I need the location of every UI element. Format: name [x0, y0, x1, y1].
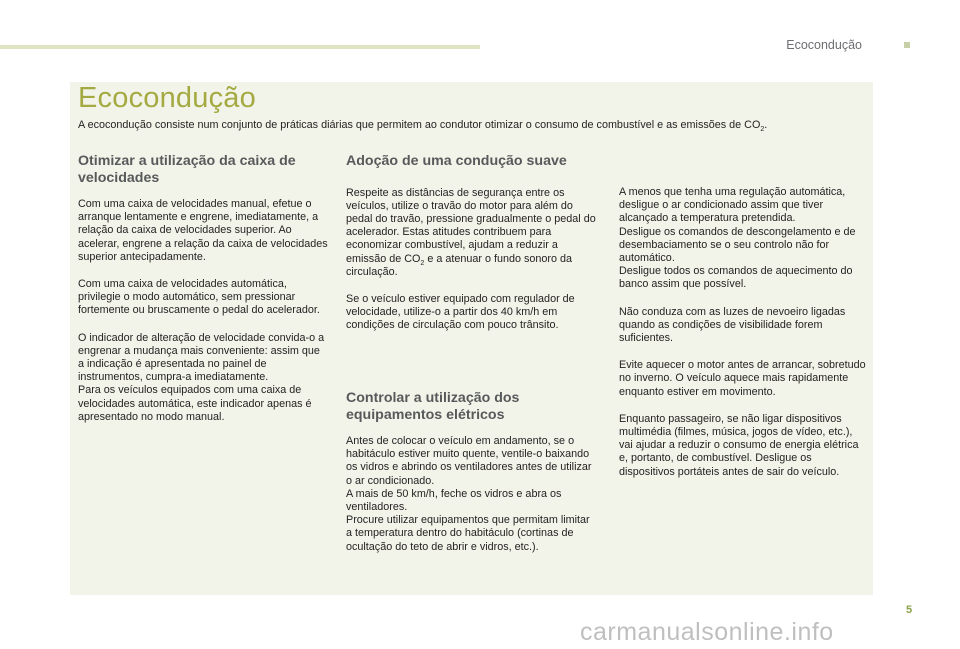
smooth-driving-paragraph-2: Se o veículo estiver equipado com regulador de velocidade, utilize-o a partir dos 40 km/h em condições de circulação com pouco trânsito. [346, 292, 575, 332]
gearbox-paragraph-4: Para os veículos equipados com uma caixa de velocidades automática, este indicador apenas é apresentado no modo manual. [78, 384, 312, 423]
intro-subscript: 2 [760, 126, 765, 134]
right-column [619, 186, 867, 479]
intro-suffix: . [764, 119, 768, 131]
electrical-paragraph-2: A mais de 50 km/h, feche os vidros e abra os ventiladores. [346, 487, 562, 514]
page-title: Ecocondução [78, 82, 256, 114]
gearbox-paragraph-2: Com uma caixa de velocidades automática, privilegie o modo automático, sem pressionar fortemente ou bruscamente o pedal do acelerador. [78, 278, 320, 317]
right-paragraph-5: Evite aquecer o motor antes de arrancar, sobretudo no inverno. O veículo aquece mais rapidamente enquanto estiver em movimento. [619, 359, 866, 398]
electrical-paragraph-3: Procure utilizar equipamentos que permitam limitar a temperatura dentro do habitáculo (cortinas de ocultação do teto de abrir e vidros, etc.). [346, 514, 590, 553]
watermark: carmanualsonline.info [580, 618, 834, 646]
intro-paragraph [78, 118, 868, 132]
smooth-driving-heading: Adoção de uma condução suave [346, 153, 567, 169]
header-rule [0, 45, 480, 49]
electrical-paragraph-1: Antes de colocar o veículo em andamento, se o habitáculo estiver muito quente, ventile-o baixando os vidros e abrindo os ventiladores antes de utilizar o ar condicionado. [346, 435, 592, 487]
smooth-driving-section [346, 153, 596, 333]
right-paragraph-2: Desligue os comandos de descongelamento e de desembaciamento se o seu controlo não for automático. [619, 225, 856, 265]
right-paragraph-1: A menos que tenha uma regulação automática, desligue o ar condicionado assim que tiver alcançado a temperatura pretendida. [619, 186, 846, 225]
gearbox-section [78, 153, 328, 424]
right-paragraph-6: Enquanto passageiro, se não ligar dispositivos multimédia (filmes, música, jogos de vídeo, etc.), vai ajudar a reduzir o consumo de energia elétrica e, portanto, de combustível. Desligue os dispositivos portáteis antes de sair do veículo. [619, 412, 859, 478]
smooth-driving-paragraph-1 [346, 187, 596, 279]
smooth-driving-text-b: e a atenuar o fundo sonoro da circulação. [346, 252, 572, 278]
right-paragraph-4: Não conduza com as luzes de nevoeiro ligadas quando as condições de visibilidade forem suficientes. [619, 305, 846, 345]
intro-text: A ecocondução consiste num conjunto de práticas diárias que permitem ao condutor otimizar o consumo de combustível e as emissões de CO [78, 119, 761, 131]
electrical-heading: Controlar a utilização dos equipamentos elétricos [346, 390, 520, 423]
gearbox-paragraph-3: O indicador de alteração de velocidade convida-o a engrenar a mudança mais conveniente: assim que a indicação é apresentada no painel de instrumentos, cumpra-a imediatamente. [78, 331, 325, 384]
smooth-driving-subscript: 2 [420, 259, 425, 267]
header-section-label: Ecocondução [786, 38, 862, 52]
gearbox-paragraph-1: Com uma caixa de velocidades manual, efetue o arranque lentamente e engrene, imediatamente, a relação da caixa de velocidades superior. Ao acelerar, engrene a relação da caixa de velocidades superior antecipadamente. [78, 198, 328, 263]
right-paragraph-3: Desligue todos os comandos de aquecimento do banco assim que possível. [619, 265, 853, 291]
electrical-section [346, 390, 596, 554]
gearbox-heading: Otimizar a utilização da caixa de velocidades [78, 153, 296, 186]
smooth-driving-text-a: Respeite as distâncias de segurança entre os veículos, utilize o travão do motor para além do pedal do travão, pressione gradualmente o pedal do acelerador. Estas atitudes contribuem para economizar combustível, ajudam a reduzir a emissão de CO [346, 186, 596, 265]
header-marker [904, 42, 910, 48]
page-number: 5 [906, 604, 913, 616]
